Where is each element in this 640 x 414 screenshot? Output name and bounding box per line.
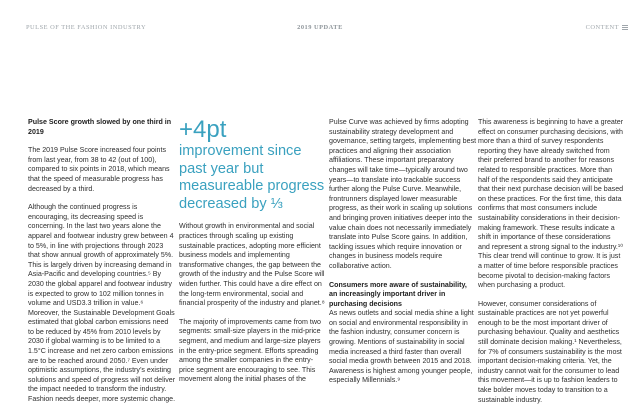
edition-title: 2019 UPDATE [297, 24, 343, 31]
paragraph: Pulse Curve was achieved by firms adopting sustainability strategy development and governance, setting targets, implementing best practices and aligning their association affiliations. These important preparatory changes will take time—typically around two years—to translate into trackable success further along the Pulse Curve. Meanwhile, frontrunners displayed lower measurable progress, as their work in scaling up solutions and bringing proven initiatives deeper into the value chain does not necessarily immediately translate into Pulse Score gains. In addition, tackling issues which require innovation or changes in business models require collaborative action. [329, 118, 477, 270]
contents-link[interactable] [586, 24, 628, 31]
pull-quote-text: improvement since past year but measureable progress decreased by ⅓ [179, 143, 325, 212]
paragraph: Although the continued progress is encouraging, its decreasing speed is concerning. In the last two years alone the apparel and footwear industry grew between 4 to 5%, in line with projections through 2023 that show annual growth of approximately 5%. This is largely driven by increasing demand in Asia-Pacific and developing countries.⁵ By 2030 the global apparel and footwear industry is expected to grow to 102 million tonnes in volume and USD3.3 trillion in value.⁶ Moreover, the Sustainable Development Goals estimated that global carbon emissions need to be reduced by 45% from 2010 levels by 2030 if global warming is to be limited to a 1.5°C increase and net zero carbon emissions are to be reached around 2050.⁷ Even under optimistic assumptions, the industry’s existing solutions and speed of progress will not deliver the impact needed to transform the industry. Fashion needs deeper, more systemic change. [28, 203, 176, 404]
column-2 [179, 118, 327, 394]
column-4 [478, 118, 624, 414]
paragraph: However, consumer considerations of sustainable practices are not yet powerful enough to be the most important driver of purchasing behaviour. Quality and aesthetics still dominate decision making.¹ Nevertheless, for 7% of consumers sustainability is the most important decision-making criteria. Yet, the industry cannot wait for the consumer to lead this movement—it is up to fashion leaders to take bolder moves today to transition to a sustainable industry. [478, 299, 622, 404]
column-1 [28, 118, 176, 414]
paragraph: Without growth in environmental and social practices through scaling up existing sustainable practices, adopting more efficient business models and implementing transformative changes, the gap between the growth of the industry and the Pulse Score will widen further. This could have a dire effect on the long-term environmental, social and financial prosperity of the industry and planet.⁸ [179, 222, 325, 308]
paragraph: As news outlets and social media shine a light on social and environmental responsibility in the fashion industry, consumer concern is growing. Mentions of sustainability in social media increased a third faster than overall social media growth between 2015 and 2018. Awareness is highest among younger people, especially Millennials.⁹ [329, 309, 474, 385]
report-title: PULSE OF THE FASHION INDUSTRY [26, 24, 147, 31]
paragraph: This awareness is beginning to have a greater effect on consumer purchasing decisions, with more than a third of survey respondents reporting they have already switched from their preferred brand to another for reasons related to responsible practices. More than half of the respondents said they anticipate that their next purchase decision will be based on these practices. For the first time, this data confirms that most consumers include sustainability considerations in their decision-making framework. These results indicate a shift in importance of these considerations and represent a strong signal to the industry.¹⁰ This clear trend will continue to grow. It is just a matter of time before responsible practices become pivotal to decision-making factors when purchasing a product. [478, 118, 624, 290]
section-heading: Consumers more aware of sustainability, an increasingly important driver in purchasing decisions [329, 280, 467, 308]
menu-icon[interactable] [622, 25, 628, 30]
pull-quote-figure: +4pt [179, 116, 227, 143]
pull-quote [179, 118, 327, 213]
contents-label: CONTENT [585, 24, 619, 31]
paragraph: The majority of improvements came from two segments: small-size players in the mid-price segment, and medium and large-size players in the entry-price segment. Efforts spreading among the smaller companies in the entry-price segment are encouraging to see. This movement along the initial phases of the [179, 317, 321, 384]
section-heading: Pulse Score growth slowed by one third in 2019 [28, 118, 172, 136]
paragraph: The 2019 Pulse Score increased four points from last year, from 38 to 42 (out of 100), compared to six points in 2018, which means that the speed of measurable progress has decreased by a third. [28, 146, 170, 193]
column-3 [329, 118, 477, 395]
page-header [0, 0, 640, 40]
